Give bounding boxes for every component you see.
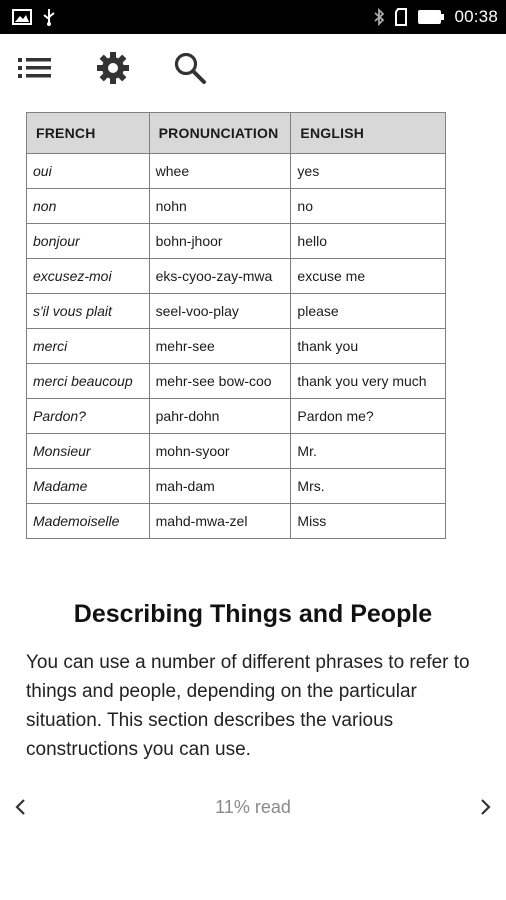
section-paragraph: You can use a number of different phrases to refer to things and people, depending on the particular situation. This section describes the various constructions you can use.	[26, 652, 470, 760]
table-row	[27, 399, 446, 434]
image-icon	[12, 9, 32, 25]
table-row	[27, 434, 446, 469]
cell-pronunciation: bohn-jhoor	[149, 224, 291, 259]
table-row	[27, 294, 446, 329]
clock: 00:38	[454, 7, 498, 26]
cell-pronunciation: mehr-see bow-coo	[149, 364, 291, 399]
search-button[interactable]	[168, 48, 212, 92]
table-row	[27, 154, 446, 189]
cell-english: thank you	[291, 329, 446, 364]
table-row	[27, 329, 446, 364]
cell-english: Mrs.	[291, 469, 446, 504]
search-icon	[173, 51, 207, 90]
cell-pronunciation: pahr-dohn	[149, 399, 291, 434]
table-row	[27, 224, 446, 259]
table-row	[27, 504, 446, 539]
cell-french: excusez-moi	[27, 259, 150, 294]
cell-pronunciation: mohn-syoor	[149, 434, 291, 469]
chevron-right-icon	[478, 797, 492, 822]
cell-french: s'il vous plait	[27, 294, 150, 329]
toolbar	[0, 48, 506, 92]
cell-english: hello	[291, 224, 446, 259]
cell-english: yes	[291, 154, 446, 189]
table-row	[27, 259, 446, 294]
vocabulary-table	[26, 112, 446, 539]
cell-pronunciation: eks-cyoo-zay-mwa	[149, 259, 291, 294]
cell-french: bonjour	[27, 224, 150, 259]
bluetooth-icon	[373, 8, 385, 26]
cell-french: non	[27, 189, 150, 224]
header-english: ENGLISH	[291, 113, 446, 154]
cell-pronunciation: whee	[149, 154, 291, 189]
status-bar	[0, 0, 506, 34]
cell-pronunciation: mahd-mwa-zel	[149, 504, 291, 539]
cell-pronunciation: nohn	[149, 189, 291, 224]
cell-french: Mademoiselle	[27, 504, 150, 539]
battery-icon	[417, 9, 445, 25]
cell-french: Monsieur	[27, 434, 150, 469]
cell-english: no	[291, 189, 446, 224]
usb-icon	[42, 8, 56, 26]
table-row	[27, 189, 446, 224]
cell-pronunciation: seel-voo-play	[149, 294, 291, 329]
header-french: FRENCH	[27, 113, 150, 154]
gear-icon	[95, 50, 131, 91]
header-pronunciation: PRONUNCIATION	[149, 113, 291, 154]
sim-icon	[394, 8, 408, 26]
cell-french: oui	[27, 154, 150, 189]
table-header-row	[27, 113, 446, 154]
settings-button[interactable]	[91, 48, 135, 92]
cell-french: merci	[27, 329, 150, 364]
reading-progress: 11% read	[215, 797, 291, 817]
cell-english: Miss	[291, 504, 446, 539]
table-row	[27, 364, 446, 399]
table-row	[27, 469, 446, 504]
cell-english: excuse me	[291, 259, 446, 294]
cell-english: Pardon me?	[291, 399, 446, 434]
cell-english: please	[291, 294, 446, 329]
next-page-button[interactable]	[470, 794, 500, 824]
cell-pronunciation: mehr-see	[149, 329, 291, 364]
cell-french: merci beaucoup	[27, 364, 150, 399]
cell-english: Mr.	[291, 434, 446, 469]
cell-french: Madame	[27, 469, 150, 504]
cell-pronunciation: mah-dam	[149, 469, 291, 504]
table-of-contents-button[interactable]	[13, 48, 57, 92]
section-heading: Describing Things and People	[73, 600, 433, 628]
list-icon	[18, 57, 52, 84]
cell-english: thank you very much	[291, 364, 446, 399]
cell-french: Pardon?	[27, 399, 150, 434]
